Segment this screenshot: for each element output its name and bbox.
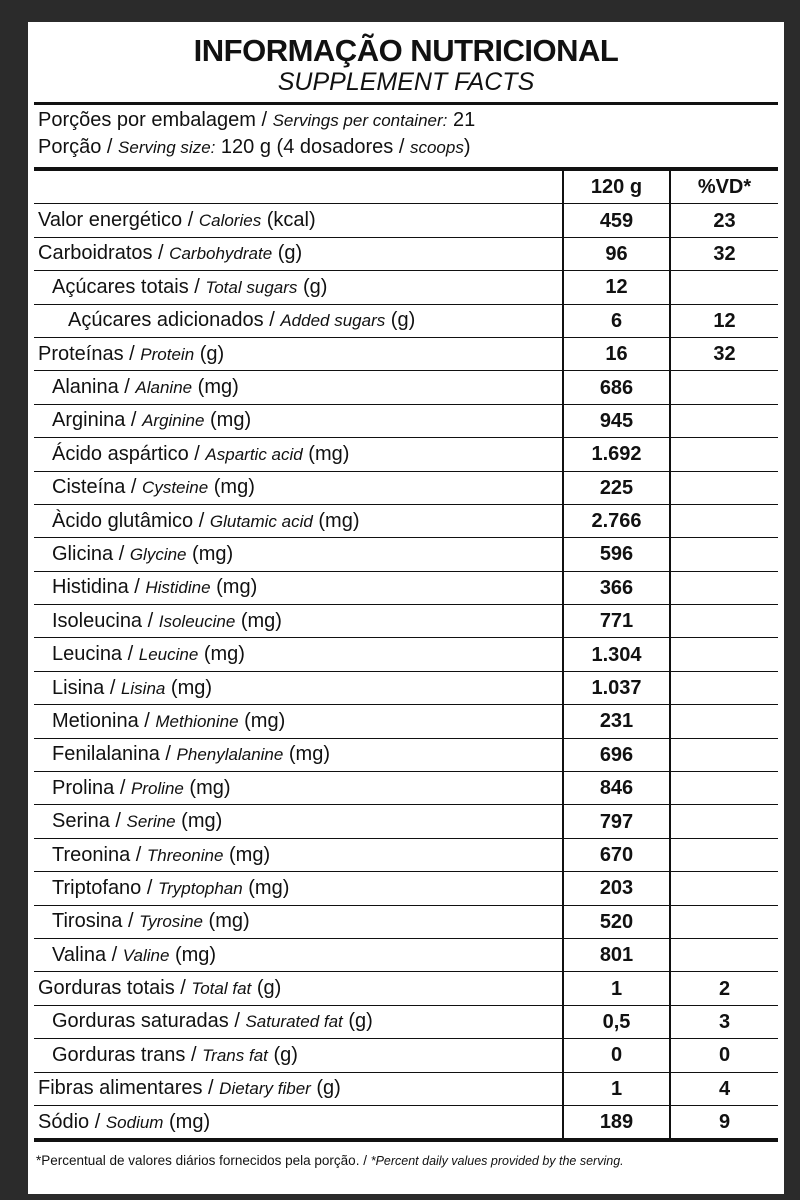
nutrient-name: Metionina / Methionine (mg) <box>52 709 286 732</box>
nutrient-dv <box>670 638 778 671</box>
nutrient-name: Fenilalanina / Phenylalanine (mg) <box>52 743 331 766</box>
table-row <box>34 705 778 738</box>
nutrient-dv <box>670 605 778 638</box>
nutrient-dv <box>670 571 778 604</box>
nutrient-name: Sódio / Sodium (mg) <box>38 1110 211 1133</box>
nutrient-dv: 9 <box>670 1105 778 1138</box>
table-row <box>34 571 778 604</box>
nutrient-amount: 797 <box>563 805 670 838</box>
nutrient-name: Serina / Serine (mg) <box>52 810 223 833</box>
table-row <box>34 304 778 337</box>
nutrient-amount: 6 <box>563 304 670 337</box>
nutrient-name: Tirosina / Tyrosine (mg) <box>52 910 250 933</box>
nutrient-dv: 12 <box>670 304 778 337</box>
nutrient-name: Gorduras trans / Trans fat (g) <box>52 1043 298 1066</box>
nutrient-dv <box>670 772 778 805</box>
nutrient-dv <box>670 371 778 404</box>
nutrient-name: Valor energético / Calories (kcal) <box>38 209 316 232</box>
nutrient-amount: 771 <box>563 605 670 638</box>
table-row <box>34 605 778 638</box>
table-row <box>34 404 778 437</box>
servings-info <box>28 105 784 161</box>
nutrient-amount: 231 <box>563 705 670 738</box>
nutrient-amount: 0 <box>563 1039 670 1072</box>
nutrient-name: Proteínas / Protein (g) <box>38 342 225 365</box>
nutrient-dv <box>670 805 778 838</box>
nutrient-name: Valina / Valine (mg) <box>52 943 217 966</box>
nutrient-name: Carboidratos / Carbohydrate (g) <box>38 242 303 265</box>
table-row <box>34 1005 778 1038</box>
nutrient-amount: 1 <box>563 972 670 1005</box>
nutrient-amount: 670 <box>563 838 670 871</box>
table-row <box>34 1105 778 1138</box>
table-row <box>34 1072 778 1105</box>
column-header-amount: 120 g <box>563 171 670 204</box>
table-row <box>34 504 778 537</box>
nutrient-amount: 596 <box>563 538 670 571</box>
nutrient-amount: 225 <box>563 471 670 504</box>
table-row <box>34 805 778 838</box>
nutrient-dv <box>670 271 778 304</box>
nutrient-amount: 203 <box>563 872 670 905</box>
nutrient-amount: 189 <box>563 1105 670 1138</box>
nutrient-name: Cisteína / Cysteine (mg) <box>52 476 255 499</box>
nutrient-dv: 23 <box>670 204 778 237</box>
label-title: INFORMAÇÃO NUTRICIONAL <box>193 33 619 68</box>
table-row <box>34 671 778 704</box>
serving-size: Porção / Serving size: 120 g (4 dosadores / scoops) <box>38 136 471 158</box>
nutrient-dv <box>670 404 778 437</box>
nutrient-dv: 32 <box>670 337 778 370</box>
nutrient-amount: 0,5 <box>563 1005 670 1038</box>
nutrient-name: Lisina / Lisina (mg) <box>52 676 213 699</box>
table-row <box>34 471 778 504</box>
nutrient-amount: 945 <box>563 404 670 437</box>
nutrient-name: Triptofano / Tryptophan (mg) <box>52 876 290 899</box>
nutrient-amount: 12 <box>563 271 670 304</box>
table-row <box>34 1039 778 1072</box>
table-row <box>34 838 778 871</box>
table-row <box>34 938 778 971</box>
nutrient-amount: 1.037 <box>563 671 670 704</box>
nutrient-name: Alanina / Alanine (mg) <box>52 376 239 399</box>
table-row <box>34 337 778 370</box>
nutrient-dv <box>670 938 778 971</box>
nutrient-dv <box>670 538 778 571</box>
nutrient-amount: 1.692 <box>563 438 670 471</box>
table-row <box>34 872 778 905</box>
nutrient-amount: 686 <box>563 371 670 404</box>
footnote: *Percentual de valores diários fornecidos pela porção. / *Percent daily values provided by the serving. <box>36 1153 624 1169</box>
nutrient-dv <box>670 438 778 471</box>
table-row <box>34 438 778 471</box>
label-subtitle: SUPPLEMENT FACTS <box>277 68 535 96</box>
nutrient-dv <box>670 671 778 704</box>
nutrient-amount: 2.766 <box>563 504 670 537</box>
nutrient-name: Açúcares totais / Total sugars (g) <box>52 275 328 298</box>
table-row <box>34 972 778 1005</box>
nutrient-dv <box>670 905 778 938</box>
nutrient-name: Treonina / Threonine (mg) <box>52 843 271 866</box>
column-header-dv: %VD* <box>670 171 778 204</box>
nutrient-dv <box>670 504 778 537</box>
nutrient-dv <box>670 838 778 871</box>
nutrient-amount: 1 <box>563 1072 670 1105</box>
nutrition-table <box>34 171 778 1139</box>
nutrient-name: Àcido glutâmico / Glutamic acid (mg) <box>52 509 360 532</box>
table-row <box>34 638 778 671</box>
nutrient-dv <box>670 872 778 905</box>
nutrient-dv <box>670 738 778 771</box>
nutrient-amount: 801 <box>563 938 670 971</box>
nutrient-amount: 520 <box>563 905 670 938</box>
nutrient-name: Açúcares adicionados / Added sugars (g) <box>68 309 416 332</box>
nutrient-dv: 2 <box>670 972 778 1005</box>
servings-per-container: Porções por embalagem / Servings per container: 21 <box>38 109 476 131</box>
nutrient-name: Glicina / Glycine (mg) <box>52 542 234 565</box>
table-row <box>34 204 778 237</box>
table-row <box>34 538 778 571</box>
nutrient-amount: 96 <box>563 237 670 270</box>
table-row <box>34 905 778 938</box>
nutrient-amount: 16 <box>563 337 670 370</box>
nutrient-name: Ácido aspártico / Aspartic acid (mg) <box>52 442 350 465</box>
nutrient-name: Histidina / Histidine (mg) <box>52 576 258 599</box>
nutrient-name: Arginina / Arginine (mg) <box>52 409 252 432</box>
table-row <box>34 772 778 805</box>
table-row <box>34 271 778 304</box>
nutrient-amount: 696 <box>563 738 670 771</box>
nutrient-name: Gorduras saturadas / Saturated fat (g) <box>52 1010 373 1033</box>
nutrient-name: Prolina / Proline (mg) <box>52 776 231 799</box>
nutrition-label <box>28 22 784 1194</box>
nutrient-dv <box>670 471 778 504</box>
nutrient-name: Isoleucina / Isoleucine (mg) <box>52 609 282 632</box>
nutrient-name: Gorduras totais / Total fat (g) <box>38 977 282 1000</box>
nutrient-dv: 32 <box>670 237 778 270</box>
nutrient-dv: 0 <box>670 1039 778 1072</box>
table-row <box>34 738 778 771</box>
nutrient-amount: 846 <box>563 772 670 805</box>
table-header-row <box>34 171 778 204</box>
table-row <box>34 371 778 404</box>
nutrient-dv <box>670 705 778 738</box>
nutrient-amount: 459 <box>563 204 670 237</box>
nutrient-dv: 3 <box>670 1005 778 1038</box>
nutrient-amount: 1.304 <box>563 638 670 671</box>
nutrient-name: Leucina / Leucine (mg) <box>52 643 245 666</box>
table-row <box>34 237 778 270</box>
nutrient-name: Fibras alimentares / Dietary fiber (g) <box>38 1077 341 1100</box>
nutrient-dv: 4 <box>670 1072 778 1105</box>
nutrient-amount: 366 <box>563 571 670 604</box>
